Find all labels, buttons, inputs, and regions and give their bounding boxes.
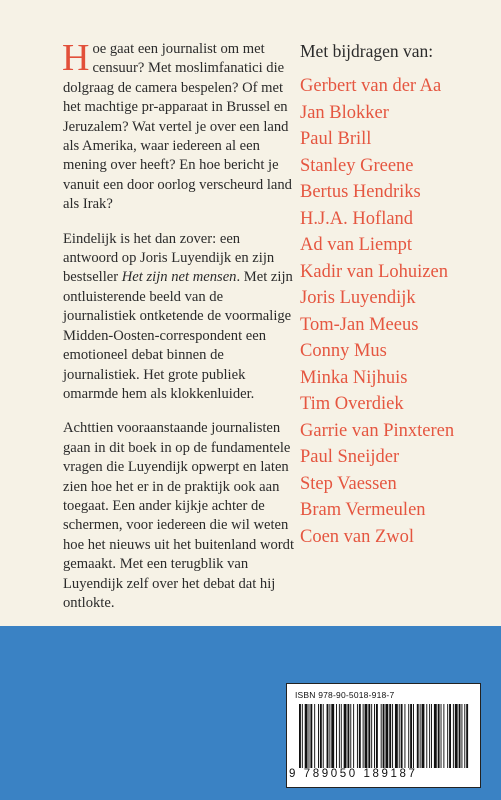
contributor-name: Bram Vermeulen	[300, 500, 426, 520]
contributor-name: Tom-Jan Meeus	[300, 314, 419, 335]
blurb-paragraph-2-before: Eindelijk is het dan zover: een antwoord op Joris Luyendijk en zijn bestseller	[63, 230, 275, 286]
contributor-name: Coen van Zwol	[300, 526, 415, 547]
blurb-paragraph-2-after: . Met zijn ontluisterende beeld van de journalistiek ontketende de voormalige Midden-Oosten-correspondent een emotioneel debat binnen de journalistiek. Het grote publiek omarmde hem als klokkenluider.	[63, 269, 293, 402]
contributor-name: Bertus Hendriks	[300, 182, 421, 202]
contributor-name: Ad van Liempt	[300, 235, 413, 255]
contributor-name: Tim Overdiek	[300, 394, 404, 414]
contributor-name: Stanley Greene	[300, 155, 414, 176]
contributor-name: Jan Blokker	[300, 102, 389, 123]
drop-cap: H	[62, 37, 90, 79]
contributor-name: H.J.A. Hofland	[300, 208, 414, 229]
contributor-name: Gerbert van der Aa	[300, 76, 442, 96]
book-title-italic: Het zijn net mensen	[121, 269, 237, 286]
isbn-text: ISBN 978-90-5018-918-7	[295, 690, 395, 700]
blurb-text	[62, 37, 295, 628]
contributor-name: Conny Mus	[300, 341, 387, 361]
contributors-title: Met bijdragen van:	[300, 41, 434, 61]
contributor-name: Paul Sneijder	[300, 447, 400, 467]
barcode-bars	[299, 704, 469, 768]
blurb-paragraph-2	[63, 230, 295, 405]
contributor-name: Step Vaessen	[300, 473, 397, 494]
blurb-paragraph-1	[62, 37, 295, 215]
contributor-name: Minka Nijhuis	[300, 367, 408, 388]
blurb-paragraph-3: Achttien vooraanstaande journalisten gaan in dit boek in op de fundamentele vragen die Luyendijk opwerpt en laten zien hoe het er in de praktijk ook aan toegaat. Een ander kijkje achter de schermen, voor iedereen die wil weten hoe het nieuws uit het buitenland wordt gemaakt. Met een terugblik van Luyendijk zelf over het debat dat hij ontlokte.	[63, 420, 295, 611]
contributor-name: Kadir van Lohuizen	[300, 261, 448, 282]
barcode-label	[286, 683, 481, 788]
contributor-names	[300, 73, 495, 550]
blurb-paragraph-1-text: oe gaat een journalist om met censuur? Met moslimfanatici die dolgraag de camera bespelen? Of met het machtige pr-apparaat in Brussel en Jeruzalem? Wat vertel je over een land als Amerika, waar iedereen al een mening over heeft? En hoe bericht je vanuit een door oorlog verscheurd land als Irak?	[63, 41, 292, 213]
contributors-list	[300, 40, 495, 550]
contributor-name: Joris Luyendijk	[300, 288, 416, 308]
contributor-name: Paul Brill	[300, 129, 372, 149]
contributor-name: Garrie van Pinxteren	[300, 420, 455, 441]
barcode-digits: 9 789050 189187	[289, 768, 418, 780]
